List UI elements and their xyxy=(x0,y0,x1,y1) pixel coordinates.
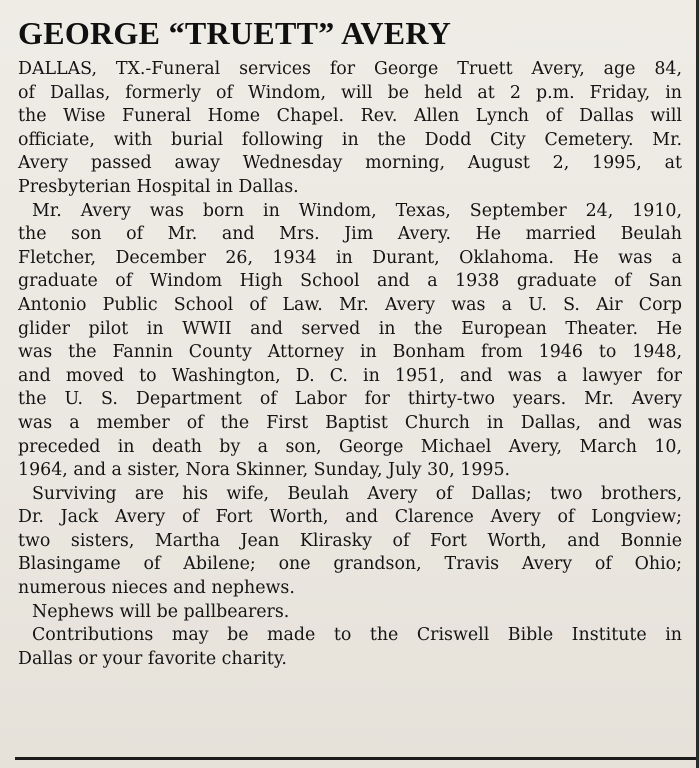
text-line: 1964, and a sister, Nora Skinner, Sunday, July 30, 1995. xyxy=(18,460,511,481)
paragraph xyxy=(18,58,682,200)
paragraph xyxy=(18,601,682,625)
text-line: numerous nieces and nephews. xyxy=(18,578,295,599)
text-line: DALLAS, TX.-Funeral services for George Truett Avery, age 84, xyxy=(18,59,682,79)
text-line: of Dallas, formerly of Windom, will be held at 2 p.m. Friday, in xyxy=(18,82,682,103)
text-line: officiate, with burial following in the Dodd City Cemetery. Mr. xyxy=(18,129,682,150)
text-line: preceded in death by a son, George Michael Avery, March 10, xyxy=(18,436,682,457)
text-line: the Wise Funeral Home Chapel. Rev. Allen Lynch of Dallas will xyxy=(18,106,682,127)
text-line: Blasingame of Abilene; one grandson, Travis Avery of Ohio; xyxy=(18,554,682,575)
text-line: the U. S. Department of Labor for thirty-two years. Mr. Avery xyxy=(18,389,682,410)
obituary-headline: GEORGE “TRUETT” AVERY xyxy=(18,15,452,51)
text-line: and moved to Washington, D. C. in 1951, and was a lawyer for xyxy=(18,365,682,386)
text-line: glider pilot in WWII and served in the European Theater. He xyxy=(18,318,682,339)
text-line: Mr. Avery was born in Windom, Texas, September 24, 1910, xyxy=(32,200,682,221)
text-line: was a member of the First Baptist Church in Dallas, and was xyxy=(18,412,682,433)
text-line: was the Fannin County Attorney in Bonham from 1946 to 1948, xyxy=(18,342,682,363)
text-line: two sisters, Martha Jean Klirasky of Fort Worth, and Bonnie xyxy=(18,530,682,551)
text-line: Dr. Jack Avery of Fort Worth, and Clarence Avery of Longview; xyxy=(18,507,682,528)
text-line: Nephews will be pallbearers. xyxy=(32,601,290,622)
paragraph xyxy=(18,624,682,671)
text-line: Avery passed away Wednesday morning, August 2, 1995, at xyxy=(18,153,682,174)
text-line: graduate of Windom High School and a 1938 graduate of San xyxy=(18,271,682,292)
text-line: Surviving are his wife, Beulah Avery of Dallas; two brothers, xyxy=(32,483,682,504)
text-line: Fletcher, December 26, 1934 in Durant, Oklahoma. He was a xyxy=(18,247,682,268)
paragraph xyxy=(18,200,682,483)
text-line: Antonio Public School of Law. Mr. Avery was a U. S. Air Corp xyxy=(18,294,682,315)
text-line: Contributions may be made to the Criswell Bible Institute in xyxy=(32,625,682,646)
text-line: Presbyterian Hospital in Dallas. xyxy=(18,176,299,197)
text-line: the son of Mr. and Mrs. Jim Avery. He married Beulah xyxy=(18,224,682,245)
bottom-rule xyxy=(15,757,697,760)
obituary-body xyxy=(18,58,682,671)
text-line: Dallas or your favorite charity. xyxy=(18,648,287,669)
paragraph xyxy=(18,483,682,601)
